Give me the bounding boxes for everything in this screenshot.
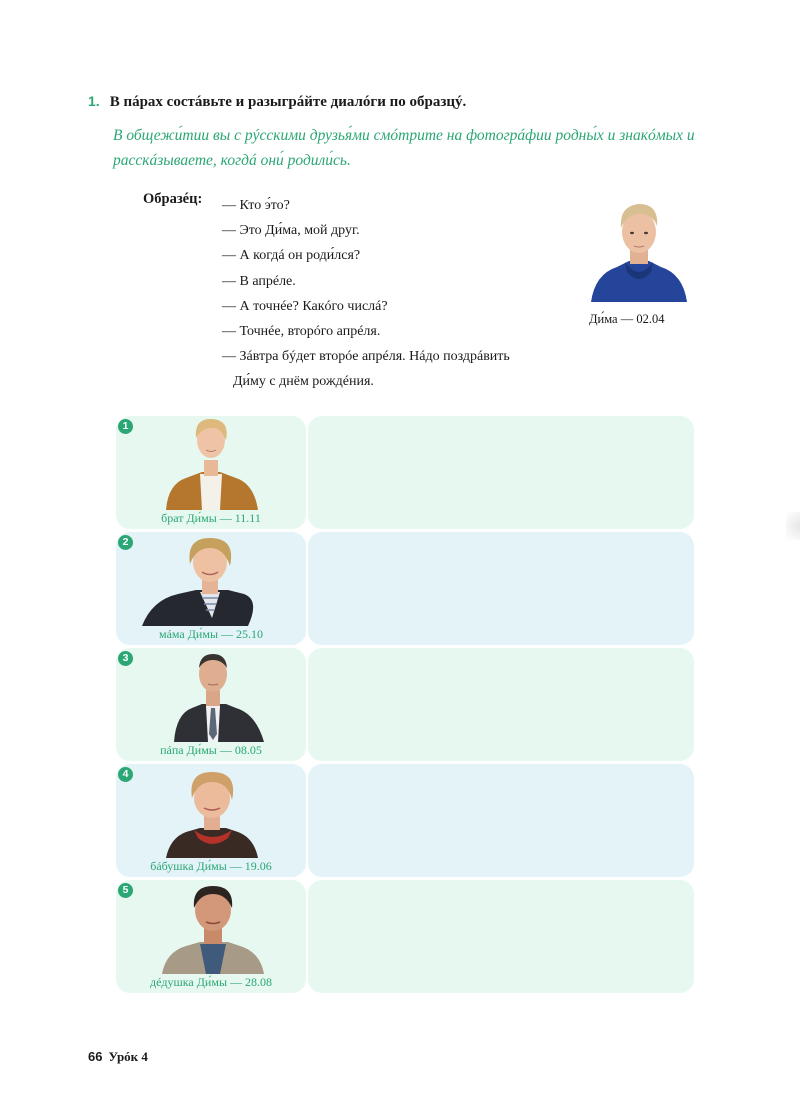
dialogue-line: — Это Ди́ма, мой друг. [222,223,360,239]
page-footer [88,1049,148,1065]
dialogue-line: — А когдá он роди́лся? [222,248,361,264]
photo-cell [116,764,306,877]
row-number-badge: 3 [118,651,133,666]
dialogue-area [308,764,694,877]
task-number: 1. [88,93,100,109]
grandfather-photo [116,880,306,974]
photo-cell [116,416,306,529]
dialogue-line: — Точнéе, вторóго апрéля. [222,324,381,340]
dima-caption: Ди́ма — 02.04 [589,312,665,326]
dialogue-area [308,648,694,761]
dialogue-area [308,880,694,993]
row-caption: мáма Ди́мы — 25.10 [158,627,264,641]
row-number-badge: 4 [118,767,133,782]
dialogue-line: — В апрéле. [222,273,296,289]
exercise-row [116,880,694,993]
row-caption: бáбушка Ди́мы — 19.06 [150,859,272,873]
dialogue-area [308,532,694,645]
task-title: В пáрах состáвьте и разыгрáйте диалóги по образцý. [109,94,467,110]
row-caption: пáпа Ди́мы — 08.05 [160,743,262,757]
exercise-row [116,416,694,529]
sample-dialogue [222,193,510,395]
row-number-badge: 1 [118,419,133,434]
task-instructions: В общежи́тии вы с рýсскими друзья́ми смóтрите на фотогрáфии родны́х и знакóмых и расскáзываете, когдá они́ родили́сь. [113,127,695,169]
sample-label: Образéц: [143,191,203,207]
photo-cell [116,648,306,761]
grandmother-photo [116,764,306,858]
dialogue-line: — Кто э́то? [222,198,290,213]
dialogue-line: — Зáвтра бýдет вторóе апрéля. Нáдо поздрáвить [222,349,510,365]
task-heading [88,93,466,111]
mother-photo [116,532,306,626]
row-number-badge: 5 [118,883,133,898]
dialogue-line: Ди́му с днём рождéния. [233,374,374,390]
lesson-label: Урóк 4 [108,1049,148,1064]
row-caption: дéдушка Ди́мы — 28.08 [149,975,272,989]
exercise-row [116,648,694,761]
exercise-row [116,764,694,877]
exercise-row [116,532,694,645]
photo-cell [116,880,306,993]
row-number-badge: 2 [118,535,133,550]
dialogue-line: — А точнéе? Какóго числá? [222,298,388,314]
photo-cell [116,532,306,645]
father-photo [116,648,306,742]
row-caption: брат Ди́мы — 11.11 [161,511,261,525]
page-number: 66 [88,1049,103,1064]
brother-photo [116,416,306,510]
dialogue-area [308,416,694,529]
page-edge-shadow [786,512,800,540]
dima-photo [589,190,689,302]
